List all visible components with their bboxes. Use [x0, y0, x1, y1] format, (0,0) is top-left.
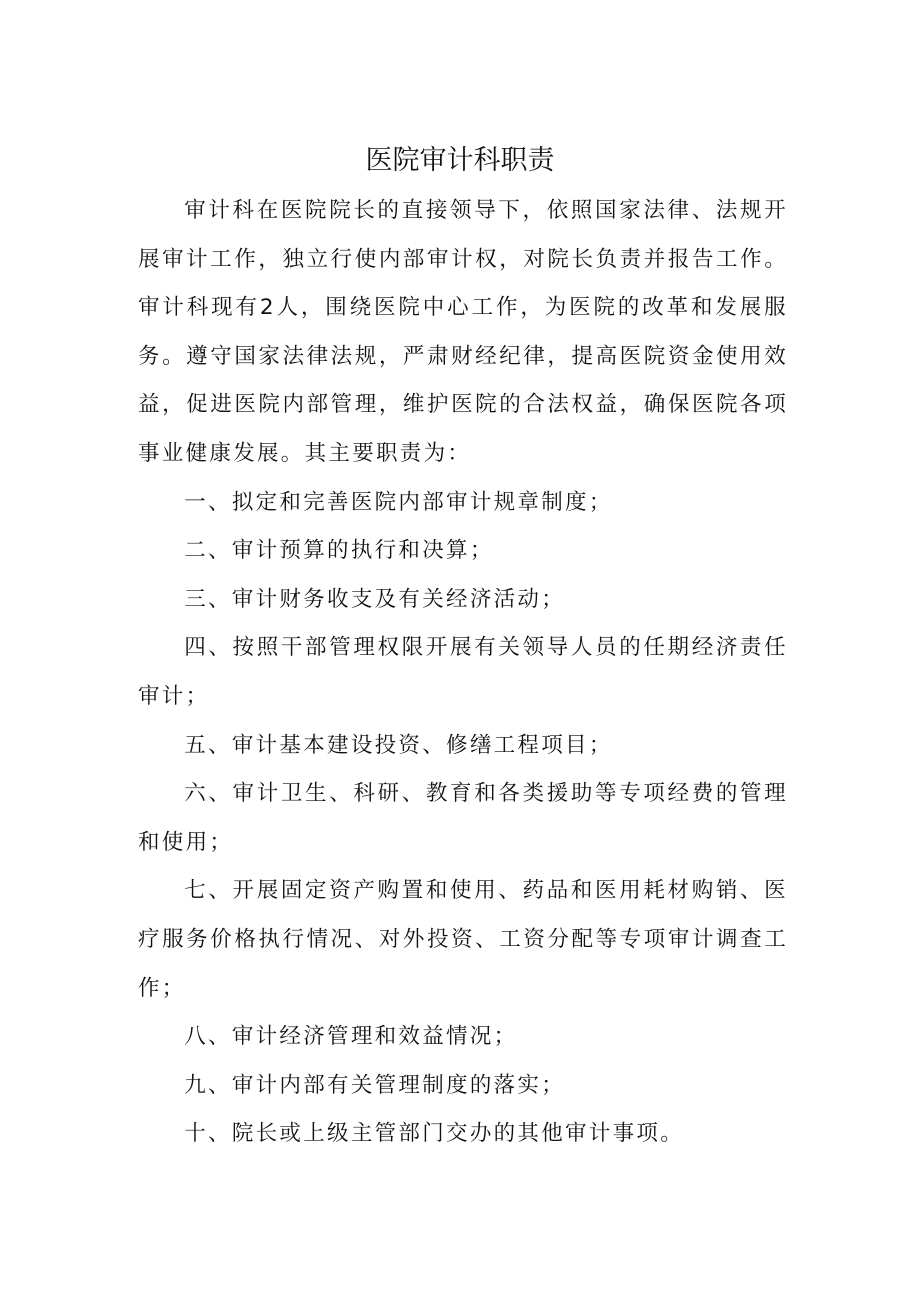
- duty-item-7: 七、开展固定资产购置和使用、药品和医用耗材购销、医疗服务价格执行情况、对外投资、工资分配等专项审计调查工作；: [138, 878, 788, 1001]
- duty-item-6: 六、审计卫生、科研、教育和各类援助等专项经费的管理和使用；: [138, 781, 788, 855]
- duty-item-8: 八、审计经济管理和效益情况；: [184, 1024, 518, 1050]
- document-body: [138, 187, 788, 1159]
- intro-paragraph: 审计科在医院院长的直接领导下，依照国家法律、法规开展审计工作，独立行使内部审计权，对院长负责并报告工作。审计科现有2人，围绕医院中心工作，为医院的改革和发展服务。遵守国家法律法规，严肃财经纪律，提高医院资金使用效益，促进医院内部管理，维护医院的合法权益，确保医院各项事业健康发展。其主要职责为：: [138, 198, 788, 466]
- document-title: 医院审计科职责: [365, 145, 555, 176]
- duty-item-3: 三、审计财务收支及有关经济活动；: [184, 586, 566, 612]
- duty-item-2: 二、审计预算的执行和决算；: [184, 538, 494, 564]
- duty-item-4: 四、按照干部管理权限开展有关领导人员的任期经济责任审计；: [138, 635, 788, 709]
- duty-item-1: 一、拟定和完善医院内部审计规章制度；: [184, 489, 613, 515]
- duty-item-10: 十、院长或上级主管部门交办的其他审计事项。: [184, 1121, 685, 1147]
- duty-item-5: 五、审计基本建设投资、修缮工程项目；: [184, 732, 613, 758]
- duty-item-9: 九、审计内部有关管理制度的落实；: [184, 1072, 566, 1098]
